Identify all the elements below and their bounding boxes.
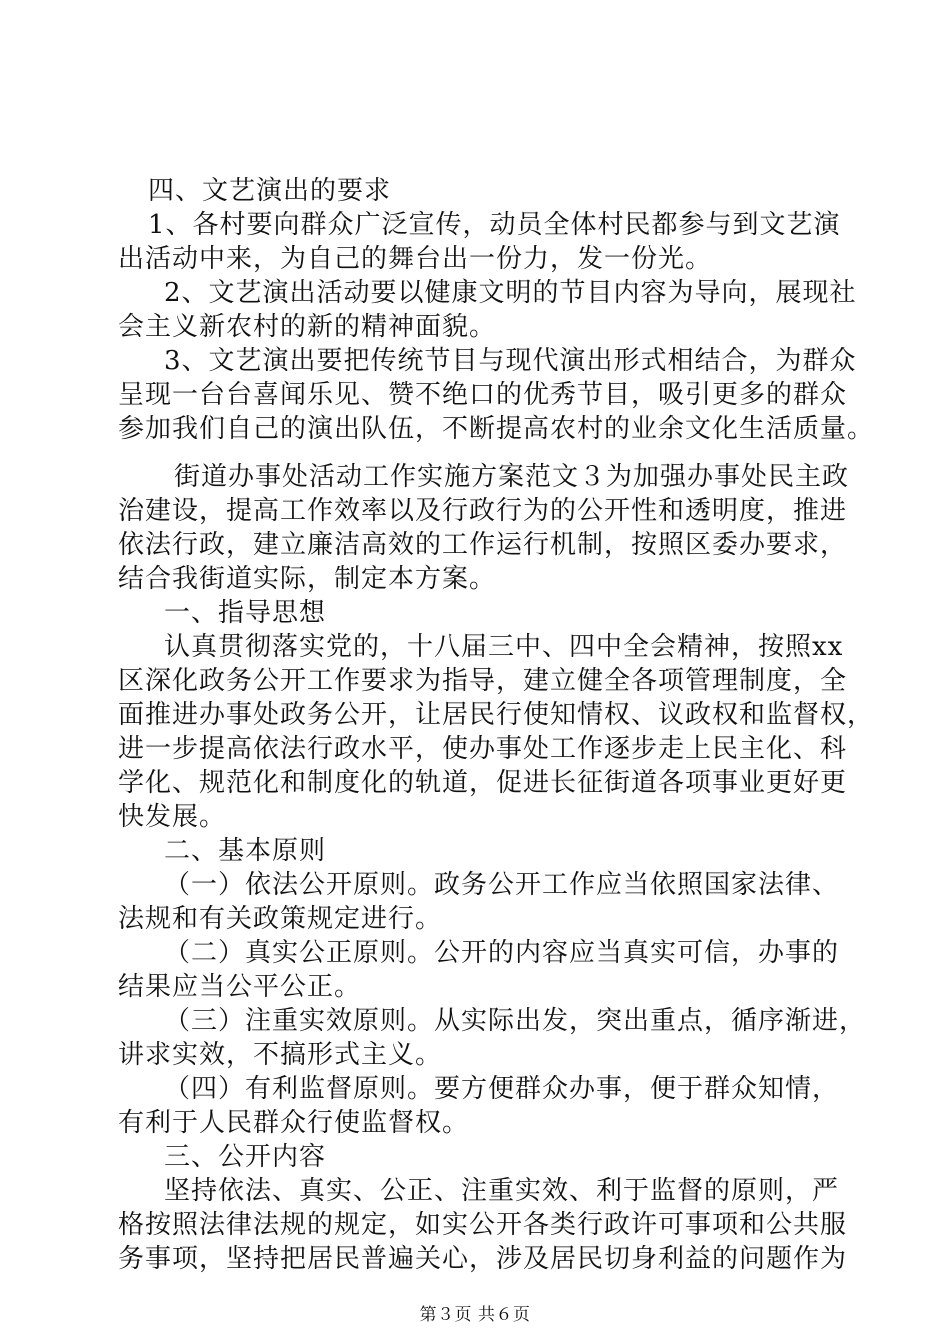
paragraph-line: 有利于人民群众行使监督权。 [118, 1108, 470, 1138]
paragraph-line: （二）真实公正原则。公开的内容应当真实可信，办事的 [164, 938, 840, 968]
paragraph-line: 参加我们自己的演出队伍，不断提高农村的业余文化生活质量。 [118, 414, 875, 444]
page-number-footer: 第３页 共６页 [419, 1305, 531, 1325]
paragraph-line: 结合我街道实际，制定本方案。 [118, 564, 497, 594]
paragraph-line: 务事项，坚持把居民普遍关心，涉及居民切身利益的问题作为 [118, 1244, 848, 1274]
paragraph-line: （一）依法公开原则。政务公开工作应当依照国家法律、 [164, 870, 840, 900]
paragraph-line: （四）有利监督原则。要方便群众办事，便于群众知情， [164, 1074, 840, 1104]
paragraph-line: 学化、规范化和制度化的轨道，促进长征街道各项事业更好更 [118, 768, 848, 798]
paragraph-line: 面推进办事处政务公开，让居民行使知情权、议政权和监督权， [118, 700, 875, 730]
paragraph-line: 进一步提高依法行政水平，使办事处工作逐步走上民主化、科 [118, 734, 848, 764]
paragraph-line: 认真贯彻落实党的，十八届三中、四中全会精神，按照xx [164, 632, 844, 662]
paragraph-line: 1、各村要向群众广泛宣传，动员全体村民都参与到文艺演 [148, 210, 841, 240]
heading-public-content: 三、公开内容 [164, 1142, 327, 1172]
paragraph-line: 格按照法律法规的规定，如实公开各类行政许可事项和公共服 [118, 1210, 848, 1240]
paragraph-line: 会主义新农村的新的精神面貌。 [118, 312, 497, 342]
paragraph-line: 2、文艺演出活动要以健康文明的节目内容为导向，展现社 [164, 278, 857, 308]
heading-basic-principles: 二、基本原则 [164, 836, 327, 866]
paragraph-line: 呈现一台台喜闻乐见、赞不绝口的优秀节目，吸引更多的群众 [118, 380, 848, 410]
paragraph-line: 街道办事处活动工作实施方案范文３为加强办事处民主政 [174, 462, 850, 492]
paragraph-line: 出活动中来，为自己的舞台出一份力，发一份光。 [118, 244, 713, 274]
paragraph-line: 讲求实效，不搞形式主义。 [118, 1040, 443, 1070]
paragraph-line: 结果应当公平公正。 [118, 972, 362, 1002]
paragraph-line: 快发展。 [118, 802, 227, 832]
paragraph-line: 治建设，提高工作效率以及行政行为的公开性和透明度，推进 [118, 496, 848, 526]
paragraph-line: （三）注重实效原则。从实际出发，突出重点，循序渐进， [164, 1006, 867, 1036]
paragraph-line: 法规和有关政策规定进行。 [118, 904, 443, 934]
paragraph-line: 依法行政，建立廉洁高效的工作运行机制，按照区委办要求， [118, 530, 848, 560]
heading-performance-requirements: 四、文艺演出的要求 [148, 176, 392, 206]
paragraph-line: 区深化政务公开工作要求为指导，建立健全各项管理制度，全 [118, 666, 848, 696]
paragraph-line: 坚持依法、真实、公正、注重实效、利于监督的原则，严 [164, 1176, 840, 1206]
paragraph-line: 3、文艺演出要把传统节目与现代演出形式相结合，为群众 [164, 346, 857, 376]
heading-guiding-thought: 一、指导思想 [164, 598, 327, 628]
